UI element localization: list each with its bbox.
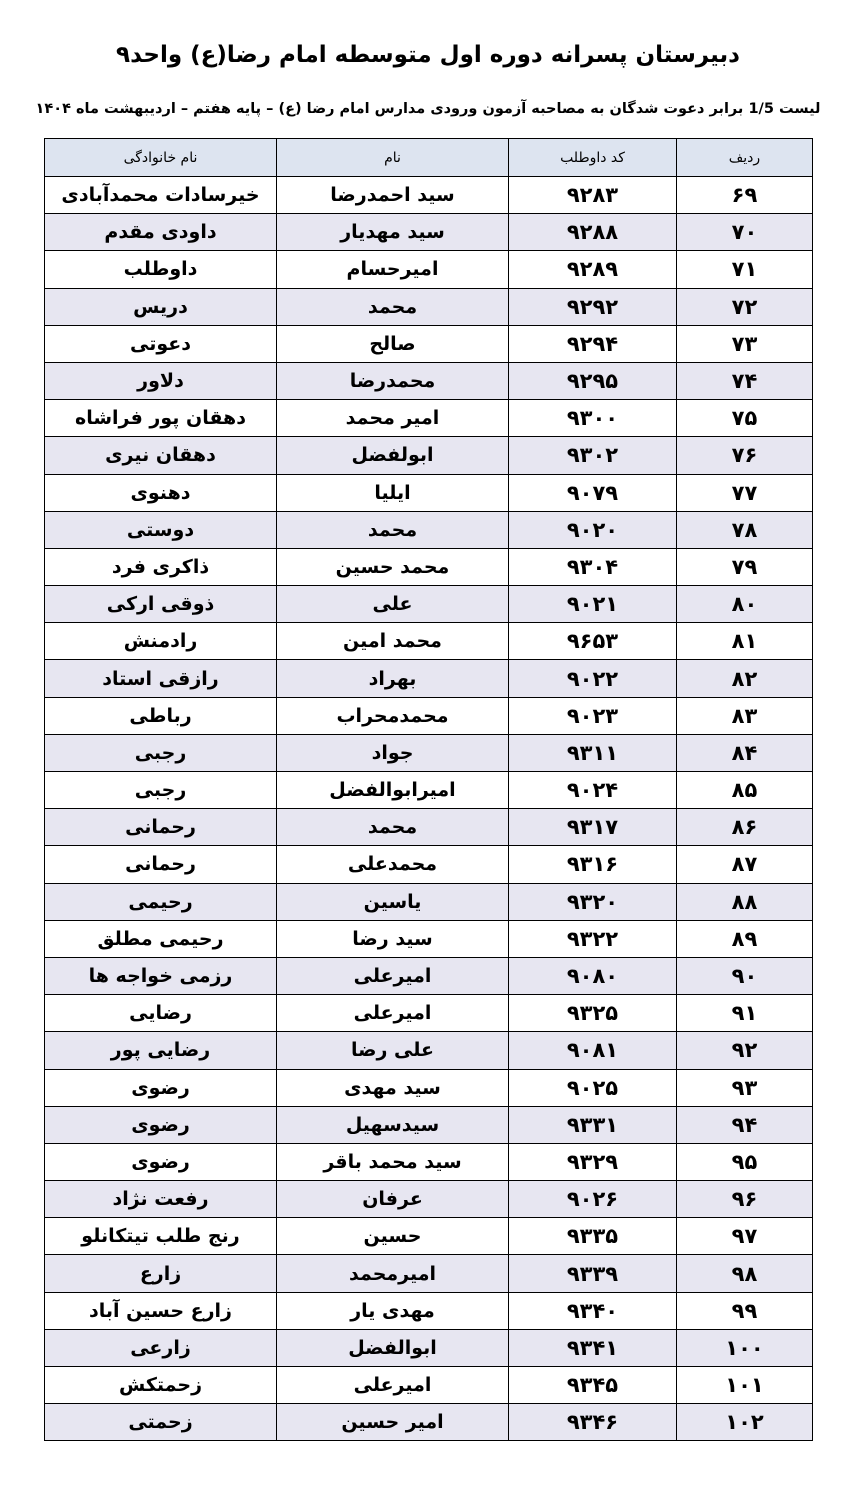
table-row [45,548,813,585]
cell-family-name: زحمتکش [45,1367,277,1404]
cell-row-number: ۷۴ [677,362,813,399]
cell-family-name: رباطی [45,697,277,734]
cell-first-name: محمدمحراب [277,697,509,734]
cell-row-number: ۷۱ [677,251,813,288]
cell-family-name: دهقان نیری [45,437,277,474]
cell-row-number: ۹۳ [677,1069,813,1106]
cell-row-number: ۹۲ [677,1032,813,1069]
cell-candidate-code: ۹۳۳۹ [509,1255,677,1292]
cell-family-name: رزمی خواجه ها [45,957,277,994]
cell-family-name: رحیمی مطلق [45,920,277,957]
cell-row-number: ۸۳ [677,697,813,734]
cell-family-name: رضوی [45,1106,277,1143]
cell-candidate-code: ۹۳۳۱ [509,1106,677,1143]
cell-row-number: ۷۶ [677,437,813,474]
cell-family-name: رحمانی [45,846,277,883]
cell-first-name: محمد [277,511,509,548]
cell-candidate-code: ۹۲۸۸ [509,214,677,251]
cell-first-name: علی رضا [277,1032,509,1069]
cell-first-name: سید مهدیار [277,214,509,251]
cell-family-name: زارع حسین آباد [45,1292,277,1329]
table-row [45,325,813,362]
cell-candidate-code: ۹۰۲۰ [509,511,677,548]
table-row [45,623,813,660]
cell-first-name: سید مهدی [277,1069,509,1106]
cell-candidate-code: ۹۳۱۶ [509,846,677,883]
table-row [45,1367,813,1404]
table-row [45,734,813,771]
cell-row-number: ۱۰۱ [677,1367,813,1404]
cell-row-number: ۹۷ [677,1218,813,1255]
table-row [45,586,813,623]
cell-family-name: رضایی پور [45,1032,277,1069]
cell-candidate-code: ۹۲۹۲ [509,288,677,325]
table-row [45,511,813,548]
table-row [45,1404,813,1441]
cell-family-name: دریس [45,288,277,325]
cell-family-name: رحیمی [45,883,277,920]
cell-candidate-code: ۹۳۴۵ [509,1367,677,1404]
cell-family-name: دوستی [45,511,277,548]
cell-first-name: سید احمدرضا [277,177,509,214]
cell-family-name: رضایی [45,995,277,1032]
table-row [45,362,813,399]
cell-family-name: دلاور [45,362,277,399]
cell-row-number: ۷۷ [677,474,813,511]
column-header-row-number: ردیف [677,139,813,177]
cell-candidate-code: ۹۳۲۹ [509,1143,677,1180]
table-row [45,809,813,846]
cell-first-name: محمدرضا [277,362,509,399]
cell-row-number: ۹۰ [677,957,813,994]
cell-candidate-code: ۹۰۲۲ [509,660,677,697]
cell-family-name: رجبی [45,772,277,809]
cell-family-name: داوطلب [45,251,277,288]
cell-family-name: رحمانی [45,809,277,846]
cell-family-name: ذوقی ارکی [45,586,277,623]
cell-row-number: ۷۵ [677,400,813,437]
cell-candidate-code: ۹۲۸۹ [509,251,677,288]
cell-row-number: ۸۱ [677,623,813,660]
table-row [45,1329,813,1366]
cell-candidate-code: ۹۳۳۵ [509,1218,677,1255]
table-row [45,660,813,697]
cell-candidate-code: ۹۰۷۹ [509,474,677,511]
table-row [45,1032,813,1069]
cell-candidate-code: ۹۳۴۶ [509,1404,677,1441]
cell-row-number: ۹۵ [677,1143,813,1180]
cell-first-name: علی [277,586,509,623]
table-body [45,177,813,1441]
table-row [45,920,813,957]
cell-first-name: صالح [277,325,509,362]
cell-family-name: دهنوی [45,474,277,511]
table-row [45,177,813,214]
cell-family-name: رنج طلب تیتکانلو [45,1218,277,1255]
table-row [45,437,813,474]
table-row [45,697,813,734]
cell-first-name: ابولفضل [277,437,509,474]
cell-first-name: ایلیا [277,474,509,511]
cell-row-number: ۸۷ [677,846,813,883]
column-header-family-name: نام خانوادگی [45,139,277,177]
table-row [45,883,813,920]
cell-first-name: ابوالفضل [277,1329,509,1366]
cell-row-number: ۸۹ [677,920,813,957]
cell-row-number: ۹۶ [677,1181,813,1218]
cell-family-name: رضوی [45,1143,277,1180]
table-row [45,846,813,883]
column-header-first-name: نام [277,139,509,177]
table-row [45,1106,813,1143]
cell-first-name: حسین [277,1218,509,1255]
cell-first-name: عرفان [277,1181,509,1218]
cell-first-name: سید محمد باقر [277,1143,509,1180]
cell-candidate-code: ۹۳۲۲ [509,920,677,957]
cell-row-number: ۱۰۰ [677,1329,813,1366]
cell-candidate-code: ۹۰۸۱ [509,1032,677,1069]
cell-candidate-code: ۹۰۲۴ [509,772,677,809]
cell-family-name: خیرسادات محمدآبادی [45,177,277,214]
table-row [45,1143,813,1180]
cell-first-name: یاسین [277,883,509,920]
cell-first-name: مهدی یار [277,1292,509,1329]
table-row [45,995,813,1032]
document-subtitle: لیست 1/5 برابر دعوت شدگان به مصاحبه آزمون ورودی مدارس امام رضا (ع) – پایه هفتم – اردیبهشت ماه ۱۴۰۴ [35,101,821,117]
cell-family-name: رجبی [45,734,277,771]
cell-first-name: محمد [277,809,509,846]
cell-candidate-code: ۹۳۰۲ [509,437,677,474]
cell-row-number: ۹۱ [677,995,813,1032]
cell-family-name: زحمتی [45,1404,277,1441]
cell-candidate-code: ۹۲۸۳ [509,177,677,214]
table-row [45,772,813,809]
cell-first-name: سید رضا [277,920,509,957]
cell-candidate-code: ۹۲۹۴ [509,325,677,362]
cell-candidate-code: ۹۰۲۳ [509,697,677,734]
table-row [45,1181,813,1218]
cell-row-number: ۷۲ [677,288,813,325]
cell-family-name: دعوتی [45,325,277,362]
cell-candidate-code: ۹۰۸۰ [509,957,677,994]
table-row [45,1069,813,1106]
table-row [45,288,813,325]
table-row [45,400,813,437]
cell-first-name: محمد [277,288,509,325]
cell-candidate-code: ۹۰۲۱ [509,586,677,623]
cell-family-name: رفعت نژاد [45,1181,277,1218]
cell-family-name: داودی مقدم [45,214,277,251]
cell-row-number: ۸۵ [677,772,813,809]
cell-candidate-code: ۹۳۲۵ [509,995,677,1032]
cell-family-name: دهقان پور فراشاه [45,400,277,437]
table-header-row [45,139,813,177]
cell-first-name: امیرابوالفضل [277,772,509,809]
table-row [45,214,813,251]
cell-first-name: سیدسهیل [277,1106,509,1143]
cell-candidate-code: ۹۰۲۵ [509,1069,677,1106]
cell-family-name: زارع [45,1255,277,1292]
cell-row-number: ۷۹ [677,548,813,585]
cell-family-name: رضوی [45,1069,277,1106]
cell-candidate-code: ۹۲۹۵ [509,362,677,399]
cell-row-number: ۶۹ [677,177,813,214]
cell-first-name: امیرمحمد [277,1255,509,1292]
cell-first-name: امیرحسام [277,251,509,288]
cell-row-number: ۷۸ [677,511,813,548]
cell-first-name: محمدعلی [277,846,509,883]
document-title: دبیرستان پسرانه دوره اول متوسطه امام رضا(ع) واحد۹ [116,42,740,68]
cell-first-name: امیرعلی [277,1367,509,1404]
cell-candidate-code: ۹۰۲۶ [509,1181,677,1218]
cell-row-number: ۸۴ [677,734,813,771]
table-row [45,1255,813,1292]
cell-first-name: امیر حسین [277,1404,509,1441]
cell-family-name: رادمنش [45,623,277,660]
table-row [45,251,813,288]
column-header-candidate-code: کد داوطلب [509,139,677,177]
cell-candidate-code: ۹۳۴۱ [509,1329,677,1366]
cell-first-name: امیر محمد [277,400,509,437]
cell-first-name: بهراد [277,660,509,697]
cell-family-name: رازقی استاد [45,660,277,697]
cell-family-name: زارعی [45,1329,277,1366]
table-row [45,1218,813,1255]
cell-row-number: ۹۴ [677,1106,813,1143]
cell-row-number: ۸۰ [677,586,813,623]
cell-row-number: ۹۸ [677,1255,813,1292]
cell-candidate-code: ۹۳۰۰ [509,400,677,437]
cell-candidate-code: ۹۳۴۰ [509,1292,677,1329]
cell-row-number: ۷۰ [677,214,813,251]
cell-row-number: ۷۳ [677,325,813,362]
cell-row-number: ۸۶ [677,809,813,846]
cell-first-name: محمد امین [277,623,509,660]
cell-candidate-code: ۹۳۱۷ [509,809,677,846]
cell-first-name: امیرعلی [277,957,509,994]
table-row [45,957,813,994]
cell-row-number: ۸۸ [677,883,813,920]
cell-first-name: امیرعلی [277,995,509,1032]
table-row [45,1292,813,1329]
cell-family-name: ذاکری فرد [45,548,277,585]
table-row [45,474,813,511]
cell-row-number: ۸۲ [677,660,813,697]
cell-first-name: محمد حسین [277,548,509,585]
cell-row-number: ۱۰۲ [677,1404,813,1441]
candidates-table [44,138,813,1441]
cell-candidate-code: ۹۳۰۴ [509,548,677,585]
cell-first-name: جواد [277,734,509,771]
cell-row-number: ۹۹ [677,1292,813,1329]
cell-candidate-code: ۹۶۵۳ [509,623,677,660]
cell-candidate-code: ۹۳۲۰ [509,883,677,920]
cell-candidate-code: ۹۳۱۱ [509,734,677,771]
